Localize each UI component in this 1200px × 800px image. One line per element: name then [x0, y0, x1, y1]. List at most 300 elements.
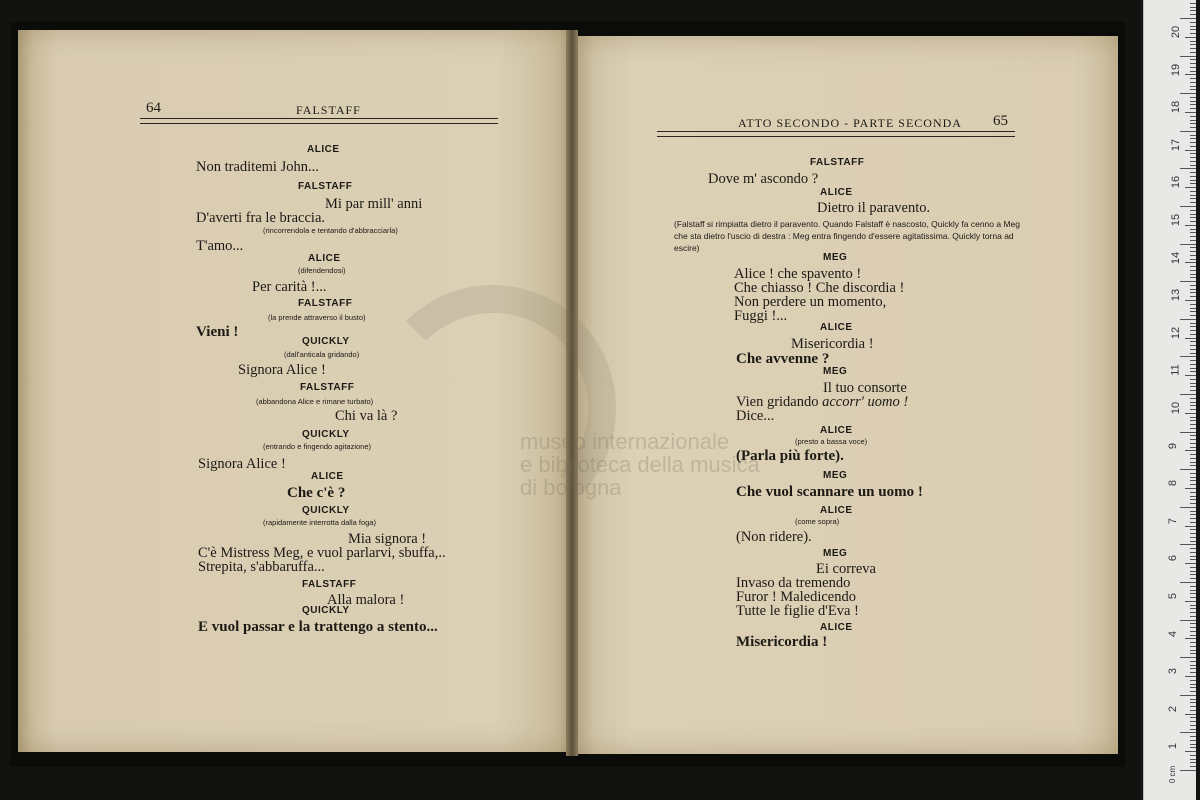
watermark-line: di bologna	[520, 475, 622, 500]
verse-line: C'è Mistress Meg, e vuol parlarvi, sbuffa,..	[198, 545, 446, 561]
ruler-tick	[1180, 469, 1196, 470]
ruler-tick	[1190, 161, 1196, 162]
ruler-tick	[1190, 499, 1196, 500]
ruler-tick	[1190, 33, 1196, 34]
speaker-name: MEG	[823, 470, 848, 481]
ruler-tick	[1190, 574, 1196, 575]
ruler-tick	[1185, 37, 1196, 38]
ruler-number: 9	[1167, 442, 1180, 449]
ruler-tick	[1190, 653, 1196, 654]
ruler-tick	[1190, 646, 1196, 647]
ruler-tick	[1190, 503, 1196, 504]
ruler-number: 10	[1170, 401, 1183, 415]
ruler-tick	[1190, 702, 1196, 703]
ruler-tick	[1190, 116, 1196, 117]
ruler-tick	[1185, 112, 1196, 113]
ruler-tick	[1190, 135, 1196, 136]
ruler-tick	[1190, 326, 1196, 327]
ruler-tick	[1190, 518, 1196, 519]
ruler-tick	[1190, 736, 1196, 737]
ruler-tick	[1190, 172, 1196, 173]
ruler-tick	[1190, 721, 1196, 722]
ruler-tick	[1180, 356, 1196, 357]
ruler-tick	[1190, 14, 1196, 15]
stage-direction: che sta dietro l'uscio di destra : Meg entra fingendo d'essere agitatissima. Quickly torna ad	[674, 231, 1014, 241]
ruler-number: 20	[1170, 25, 1183, 39]
ruler-tick	[1190, 541, 1196, 542]
ruler-number: 5	[1167, 592, 1180, 600]
verse-line: (Parla più forte).	[736, 448, 844, 464]
ruler-tick	[1190, 210, 1196, 211]
ruler-tick	[1190, 3, 1196, 4]
ruler-tick	[1190, 710, 1196, 711]
speaker-name: MEG	[823, 548, 848, 559]
speaker-name: QUICKLY	[302, 336, 350, 347]
page-number: 64	[146, 100, 161, 116]
verse-line: Che c'è ?	[287, 485, 346, 501]
speaker-name: ALICE	[820, 505, 853, 516]
ruler-number: 15	[1170, 213, 1183, 227]
header-rule	[140, 118, 498, 119]
ruler-tick	[1190, 229, 1196, 230]
ruler-tick	[1190, 379, 1196, 380]
watermark	[520, 430, 760, 499]
ruler-tick	[1180, 18, 1196, 19]
verse-line: Dove m' ascondo ?	[708, 171, 819, 187]
ruler-tick	[1190, 567, 1196, 568]
ruler-tick	[1180, 657, 1196, 658]
ruler-tick	[1190, 747, 1196, 748]
ruler-number: 8	[1167, 480, 1180, 487]
ruler-tick	[1180, 206, 1196, 207]
ruler-tick	[1190, 97, 1196, 98]
ruler-tick	[1185, 413, 1196, 414]
ruler-tick	[1190, 236, 1196, 237]
measuring-ruler	[1143, 0, 1196, 800]
ruler-tick	[1190, 82, 1196, 83]
ruler-tick	[1190, 71, 1196, 72]
ruler-tick	[1180, 732, 1196, 733]
verse-line: Misericordia !	[791, 336, 874, 352]
verse-line: E vuol passar e la trattengo a stento...	[198, 619, 438, 635]
speaker-name: FALSTAFF	[298, 181, 353, 192]
ruler-number: 12	[1170, 326, 1183, 339]
ruler-tick	[1190, 590, 1196, 591]
verse-line: Vien gridando accorr' uomo !	[736, 394, 909, 410]
stage-direction: escire)	[674, 243, 700, 253]
ruler-tick	[1190, 10, 1196, 11]
verse-line: Non perdere un momento,	[734, 294, 887, 310]
ruler-tick	[1185, 751, 1196, 752]
ruler-tick	[1190, 766, 1196, 767]
ruler-tick	[1190, 435, 1196, 436]
ruler-tick	[1190, 101, 1196, 102]
stage-direction: (la prende attraverso il busto)	[268, 313, 366, 322]
verse-line: Per carità !...	[252, 279, 327, 295]
ruler-tick	[1190, 368, 1196, 369]
ruler-tick	[1190, 270, 1196, 271]
ruler-number: 17	[1170, 138, 1183, 151]
ruler-number: 3	[1167, 668, 1180, 675]
ruler-tick	[1190, 473, 1196, 474]
ruler-tick	[1185, 225, 1196, 226]
ruler-tick	[1190, 146, 1196, 147]
ruler-tick	[1190, 345, 1196, 346]
ruler-tick	[1190, 63, 1196, 64]
ruler-tick	[1190, 428, 1196, 429]
ruler-tick	[1190, 687, 1196, 688]
ruler-tick	[1190, 289, 1196, 290]
stage-direction: (presto a bassa voce)	[795, 437, 868, 446]
ruler-tick	[1185, 375, 1196, 376]
ruler-tick	[1190, 341, 1196, 342]
ruler-tick	[1190, 420, 1196, 421]
ruler-tick	[1190, 578, 1196, 579]
ruler-tick	[1190, 165, 1196, 166]
verse-line: Fuggi !...	[734, 308, 788, 324]
verse-line: Dice...	[736, 408, 775, 424]
ruler-tick	[1180, 131, 1196, 132]
ruler-tick	[1185, 450, 1196, 451]
ruler-tick	[1190, 759, 1196, 760]
ruler-tick	[1190, 477, 1196, 478]
ruler-tick	[1190, 52, 1196, 53]
page-number: 65	[993, 113, 1008, 129]
verse-line: Dietro il paravento.	[817, 200, 931, 216]
ruler-tick	[1185, 187, 1196, 188]
ruler-tick	[1190, 672, 1196, 673]
speaker-name: ALICE	[820, 322, 853, 333]
ruler-tick	[1180, 56, 1196, 57]
verse-line: Signora Alice !	[198, 456, 286, 472]
ruler-tick	[1190, 195, 1196, 196]
ruler-tick	[1180, 695, 1196, 696]
speaker-name: FALSTAFF	[300, 382, 355, 393]
ruler-tick	[1185, 638, 1196, 639]
verse-line: Misericordia !	[736, 634, 828, 650]
stage-direction: (Falstaff si rimpiatta dietro il paravento. Quando Falstaff è nascosto, Quickly fa cenno a Meg	[674, 219, 1020, 229]
ruler-tick	[1190, 691, 1196, 692]
ruler-tick	[1190, 153, 1196, 154]
ruler-tick	[1190, 277, 1196, 278]
verse-line: Mi par mill' anni	[325, 196, 423, 212]
speaker-name: FALSTAFF	[298, 298, 353, 309]
ruler-tick	[1190, 183, 1196, 184]
ruler-tick	[1190, 484, 1196, 485]
ruler-tick	[1190, 616, 1196, 617]
verse-line: Furor ! Maledicendo	[736, 589, 856, 605]
ruler-tick	[1190, 612, 1196, 613]
ruler-tick	[1190, 744, 1196, 745]
ruler-tick	[1190, 548, 1196, 549]
verse-line: (Non ridere).	[736, 529, 812, 545]
ruler-tick	[1190, 67, 1196, 68]
ruler-tick	[1190, 439, 1196, 440]
ruler-tick	[1190, 529, 1196, 530]
ruler-tick	[1190, 480, 1196, 481]
ruler-tick	[1180, 319, 1196, 320]
ruler-tick	[1190, 556, 1196, 557]
ruler-tick	[1180, 244, 1196, 245]
verse-line: Non traditemi John...	[196, 159, 319, 175]
ruler-tick	[1190, 586, 1196, 587]
verse-line: Mia signora !	[348, 531, 427, 547]
ruler-number: 1	[1167, 743, 1180, 750]
speaker-name: ALICE	[308, 253, 341, 264]
ruler-number: 16	[1170, 176, 1183, 189]
ruler-tick	[1185, 563, 1196, 564]
header-rule	[140, 123, 498, 124]
ruler-tick	[1190, 123, 1196, 124]
ruler-tick	[1190, 386, 1196, 387]
ruler-tick	[1190, 680, 1196, 681]
ruler-tick	[1190, 537, 1196, 538]
ruler-tick	[1185, 74, 1196, 75]
ruler-tick	[1180, 620, 1196, 621]
ruler-tick	[1190, 120, 1196, 121]
ruler-tick	[1185, 300, 1196, 301]
ruler-tick	[1190, 127, 1196, 128]
ruler-tick	[1190, 251, 1196, 252]
ruler-tick	[1190, 661, 1196, 662]
ruler-tick	[1190, 668, 1196, 669]
ruler-tick	[1190, 138, 1196, 139]
ruler-tick	[1190, 304, 1196, 305]
speaker-name: MEG	[823, 252, 848, 263]
ruler-tick	[1190, 650, 1196, 651]
ruler-tick	[1190, 409, 1196, 410]
ruler-tick	[1190, 142, 1196, 143]
ruler-tick	[1190, 41, 1196, 42]
verse-line: Che vuol scannare un uomo !	[736, 484, 923, 500]
ruler-tick	[1190, 180, 1196, 181]
ruler-tick	[1190, 292, 1196, 293]
ruler-tick	[1190, 232, 1196, 233]
ruler-number: 14	[1170, 251, 1183, 264]
ruler-tick	[1190, 86, 1196, 87]
watermark-line: e biblioteca della musica	[520, 452, 760, 477]
ruler-tick	[1190, 22, 1196, 23]
ruler-tick	[1190, 214, 1196, 215]
verse-line: Che avvenne ?	[736, 351, 830, 367]
ruler-number: 6	[1167, 555, 1180, 562]
ruler-tick	[1190, 608, 1196, 609]
ruler-tick	[1190, 89, 1196, 90]
ruler-tick	[1190, 447, 1196, 448]
ruler-tick	[1190, 699, 1196, 700]
ruler-tick	[1190, 597, 1196, 598]
ruler-tick	[1185, 150, 1196, 151]
ruler-tick	[1190, 108, 1196, 109]
ruler-tick	[1190, 496, 1196, 497]
ruler-tick	[1190, 462, 1196, 463]
verse-line: Strepita, s'abbaruffa...	[198, 559, 325, 575]
ruler-tick	[1180, 93, 1196, 94]
header-rule	[657, 136, 1015, 137]
ruler-tick	[1190, 311, 1196, 312]
ruler-tick	[1190, 202, 1196, 203]
ruler-tick	[1185, 488, 1196, 489]
ruler-tick	[1190, 323, 1196, 324]
ruler-tick	[1190, 383, 1196, 384]
speaker-name: ALICE	[820, 425, 853, 436]
ruler-number: 11	[1169, 364, 1182, 377]
ruler-tick	[1190, 454, 1196, 455]
ruler-tick	[1190, 285, 1196, 286]
ruler-tick	[1190, 334, 1196, 335]
running-header: FALSTAFF	[296, 103, 361, 117]
verse-line: Ei correva	[816, 561, 876, 577]
verse-line: Il tuo consorte	[823, 380, 907, 396]
watermark-line: museo internazionale	[520, 429, 730, 454]
ruler-tick	[1190, 240, 1196, 241]
stage-direction: (dall'anticala gridando)	[284, 350, 360, 359]
ruler-tick	[1190, 571, 1196, 572]
ruler-tick	[1190, 443, 1196, 444]
ruler-tick	[1190, 514, 1196, 515]
header-rule	[657, 131, 1015, 132]
ruler-tick	[1190, 390, 1196, 391]
verse-line: Alice ! che spavento !	[734, 266, 862, 282]
ruler-tick	[1185, 526, 1196, 527]
ruler-tick	[1190, 398, 1196, 399]
ruler-tick	[1190, 191, 1196, 192]
ruler-tick	[1190, 247, 1196, 248]
verse-line: T'amo...	[196, 238, 244, 254]
ruler-tick	[1190, 198, 1196, 199]
ruler-number: 13	[1170, 289, 1183, 302]
verse-line: Chi va là ?	[335, 408, 398, 424]
ruler-tick	[1190, 417, 1196, 418]
ruler-tick	[1190, 255, 1196, 256]
speaker-name: QUICKLY	[302, 505, 350, 516]
ruler-tick	[1190, 217, 1196, 218]
ruler-tick	[1190, 684, 1196, 685]
speaker-name: QUICKLY	[302, 429, 350, 440]
ruler-tick	[1180, 168, 1196, 169]
ruler-number: 18	[1170, 101, 1183, 114]
ruler-tick	[1190, 511, 1196, 512]
ruler-tick	[1190, 627, 1196, 628]
ruler-tick	[1185, 714, 1196, 715]
speaker-name: ALICE	[307, 144, 340, 155]
ruler-tick	[1190, 559, 1196, 560]
speaker-name: ALICE	[311, 471, 344, 482]
ruler-tick	[1190, 360, 1196, 361]
ruler-number: 19	[1170, 63, 1183, 76]
ruler-tick	[1190, 274, 1196, 275]
speaker-name: FALSTAFF	[810, 157, 865, 168]
speaker-name: FALSTAFF	[302, 579, 357, 590]
verse-line: Alla malora !	[327, 592, 405, 608]
ruler-tick	[1190, 717, 1196, 718]
running-header: ATTO SECONDO - PARTE SECONDA	[738, 116, 962, 130]
ruler-tick	[1190, 665, 1196, 666]
ruler-tick	[1190, 605, 1196, 606]
ruler-tick	[1190, 78, 1196, 79]
ruler-tick	[1190, 642, 1196, 643]
ruler-tick	[1190, 631, 1196, 632]
ruler-tick	[1190, 706, 1196, 707]
ruler-tick	[1185, 262, 1196, 263]
ruler-tick	[1180, 281, 1196, 282]
stage-direction: (difendendosi)	[298, 266, 346, 275]
ruler-tick	[1190, 315, 1196, 316]
stage-direction: (rincorrendola e tentando d'abbracciarla)	[263, 226, 398, 235]
ruler-tick	[1190, 26, 1196, 27]
ruler-tick	[1190, 755, 1196, 756]
ruler-tick	[1190, 330, 1196, 331]
ruler-tick	[1190, 522, 1196, 523]
ruler-tick	[1190, 221, 1196, 222]
ruler-tick	[1190, 635, 1196, 636]
ruler-tick	[1180, 544, 1196, 545]
ruler-tick	[1190, 533, 1196, 534]
ruler-tick	[1190, 492, 1196, 493]
ruler-tick	[1190, 623, 1196, 624]
ruler-tick	[1190, 48, 1196, 49]
ruler-tick	[1190, 308, 1196, 309]
ruler-unit-label: 0 cm	[1168, 765, 1178, 784]
ruler-tick	[1190, 405, 1196, 406]
verse-line: Signora Alice !	[238, 362, 326, 378]
ruler-tick	[1190, 259, 1196, 260]
verse-line: Invaso da tremendo	[736, 575, 851, 591]
ruler-tick	[1185, 601, 1196, 602]
ruler-tick	[1190, 157, 1196, 158]
ruler-tick	[1180, 432, 1196, 433]
ruler-tick	[1190, 424, 1196, 425]
ruler-tick	[1190, 762, 1196, 763]
ruler-tick	[1190, 729, 1196, 730]
verse-line: D'averti fra le braccia.	[196, 210, 325, 226]
stage-direction: (abbandona Alice e rimane turbato)	[256, 397, 374, 406]
ruler-tick	[1180, 507, 1196, 508]
speaker-name: MEG	[823, 366, 848, 377]
ruler-tick	[1190, 465, 1196, 466]
stage-direction: (rapidamente interrotta dalla foga)	[263, 518, 376, 527]
ruler-tick	[1190, 296, 1196, 297]
ruler-tick	[1190, 593, 1196, 594]
ruler-tick	[1190, 44, 1196, 45]
ruler-tick	[1190, 552, 1196, 553]
ruler-tick	[1180, 582, 1196, 583]
ruler-tick	[1190, 349, 1196, 350]
ruler-tick	[1190, 7, 1196, 8]
ruler-tick	[1185, 676, 1196, 677]
ruler-tick	[1190, 364, 1196, 365]
ruler-tick	[1180, 394, 1196, 395]
ruler-tick	[1190, 740, 1196, 741]
verse-line: Tutte le figlie d'Eva !	[736, 603, 859, 619]
ruler-tick	[1190, 29, 1196, 30]
speaker-name: QUICKLY	[302, 605, 350, 616]
ruler-tick	[1190, 725, 1196, 726]
ruler-tick	[1185, 338, 1196, 339]
stage-direction: (come sopra)	[795, 517, 840, 526]
ruler-tick	[1190, 59, 1196, 60]
ruler-tick	[1190, 458, 1196, 459]
speaker-name: ALICE	[820, 622, 853, 633]
verse-line: Vieni !	[196, 324, 239, 340]
verse-line: Che chiasso ! Che discordia !	[734, 280, 905, 296]
stage-direction: (entrando e fingendo agitazione)	[263, 442, 371, 451]
ruler-number: 4	[1167, 630, 1180, 637]
ruler-number: 2	[1167, 705, 1180, 712]
ruler-tick	[1190, 266, 1196, 267]
ruler-tick	[1190, 353, 1196, 354]
ruler-number: 7	[1167, 517, 1180, 524]
